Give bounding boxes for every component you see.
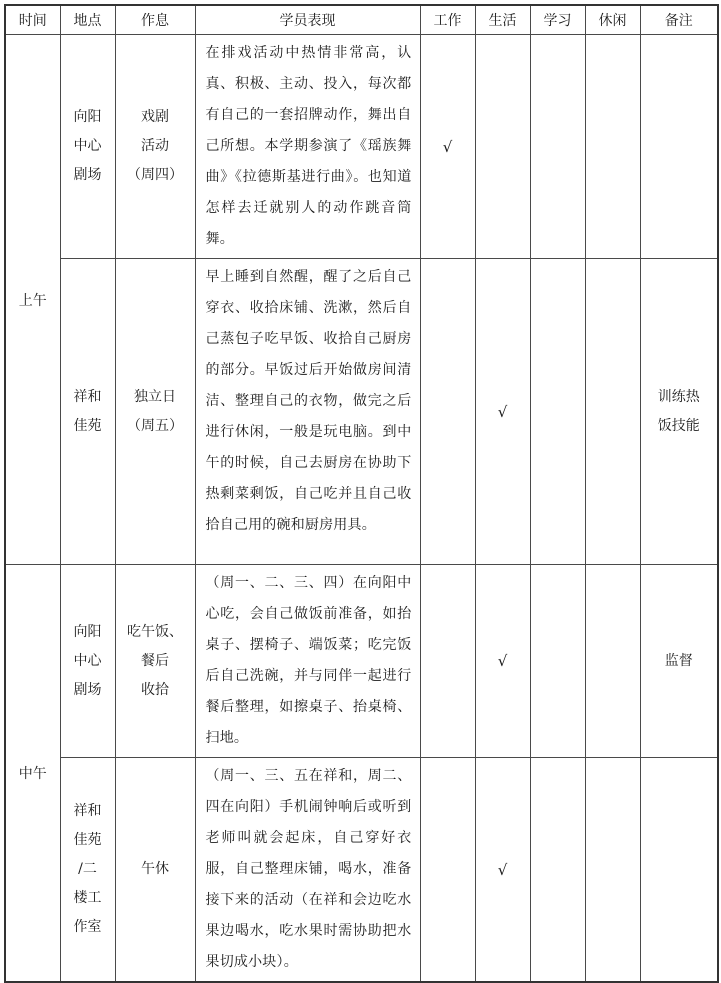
schedule-table-wrapper (4, 4, 719, 983)
header-work: 工作 (420, 5, 475, 35)
notes-cell (640, 565, 718, 758)
life-cell: √ (475, 259, 530, 565)
place-line: /二 (78, 861, 97, 877)
place-line: 中心 (73, 138, 102, 154)
life-cell (475, 35, 530, 259)
header-notes: 备注 (640, 5, 718, 35)
place-line: 向阳 (73, 109, 102, 125)
leisure-cell (585, 758, 640, 983)
place-line: 向阳 (73, 623, 102, 640)
header-life: 生活 (475, 5, 530, 35)
place-cell (60, 758, 115, 983)
header-row (5, 5, 718, 35)
performance-cell: 在排戏活动中热情非常高，认真、积极、主动、投入，每次都有自己的一套招牌动作，舞出自己所想。本学期参演了《瑶族舞曲》《拉德斯基进行曲》。也知道怎样去迁就别人的动作跳音筒舞。 (195, 35, 420, 259)
routine-line: 戏剧 (141, 109, 169, 125)
routine-cell (115, 35, 195, 259)
place-cell (60, 35, 115, 259)
table-row (5, 758, 718, 983)
leisure-cell (585, 259, 640, 565)
notes-line: 饭技能 (657, 417, 700, 434)
work-cell (420, 259, 475, 565)
place-cell (60, 565, 115, 758)
leisure-cell (585, 565, 640, 758)
header-time: 时间 (5, 5, 60, 35)
routine-cell (115, 758, 195, 983)
place-line: 楼工 (73, 890, 102, 906)
notes-line: 训练热 (657, 388, 700, 405)
performance-cell: 早上睡到自然醒，醒了之后自己穿衣、收拾床铺、洗漱，然后自己蒸包子吃早饭、收拾自己厨房的部分。早饭过后开始做房间清洁、整理自己的衣物，做完之后进行休闲，一般是玩电脑。到中午的时候，自己去厨房在协助下热剩菜剩饭，自己吃并且自己收拾自己用的碗和厨房用具。 (195, 259, 420, 565)
place-line: 剧场 (73, 167, 102, 183)
place-line: 祥和 (73, 803, 102, 819)
schedule-table (4, 4, 719, 983)
routine-line: 午休 (141, 861, 169, 877)
study-cell (530, 259, 585, 565)
study-cell (530, 758, 585, 983)
notes-cell (640, 758, 718, 983)
life-cell: √ (475, 758, 530, 983)
leisure-cell (585, 35, 640, 259)
table-row (5, 35, 718, 259)
table-row (5, 565, 718, 758)
study-cell (530, 565, 585, 758)
routine-line: 收拾 (141, 681, 169, 698)
performance-cell: （周一、二、三、四）在向阳中心吃，会自己做饭前准备，如抬桌子、摆椅子、端饭菜；吃完饭后自己洗碗，并与同伴一起进行餐后整理，如擦桌子、抬桌椅、扫地。 (195, 565, 420, 758)
period-cell-noon: 中午 (5, 565, 60, 983)
header-routine: 作息 (115, 5, 195, 35)
routine-cell (115, 565, 195, 758)
header-leisure: 休闲 (585, 5, 640, 35)
place-line: 佳苑 (73, 832, 102, 848)
place-line: 中心 (73, 652, 102, 669)
life-cell: √ (475, 565, 530, 758)
notes-line: 监督 (664, 652, 693, 669)
routine-line: 活动 (141, 138, 169, 154)
place-cell (60, 259, 115, 565)
work-cell: √ (420, 35, 475, 259)
place-line: 作室 (73, 919, 102, 935)
work-cell (420, 565, 475, 758)
notes-cell (640, 35, 718, 259)
routine-cell (115, 259, 195, 565)
notes-cell (640, 259, 718, 565)
routine-line: 吃午饭、 (127, 623, 183, 640)
place-line: 剧场 (73, 681, 102, 698)
header-study: 学习 (530, 5, 585, 35)
routine-line: （周四） (127, 167, 183, 183)
place-line: 祥和 (73, 388, 102, 405)
routine-line: 餐后 (141, 652, 169, 669)
work-cell (420, 758, 475, 983)
header-performance: 学员表现 (195, 5, 420, 35)
place-line: 佳苑 (73, 417, 102, 434)
routine-line: （周五） (127, 417, 183, 434)
study-cell (530, 35, 585, 259)
routine-line: 独立日 (134, 388, 176, 405)
table-row (5, 259, 718, 565)
performance-cell: （周一、三、五在祥和，周二、四在向阳）手机闹钟响后或听到老师叫就会起床，自己穿好衣服，自己整理床铺，喝水，准备接下来的活动（在祥和会边吃水果边喝水，吃水果时需协助把水果切成小块）。 (195, 758, 420, 983)
period-cell-morning: 上午 (5, 35, 60, 565)
header-place: 地点 (60, 5, 115, 35)
